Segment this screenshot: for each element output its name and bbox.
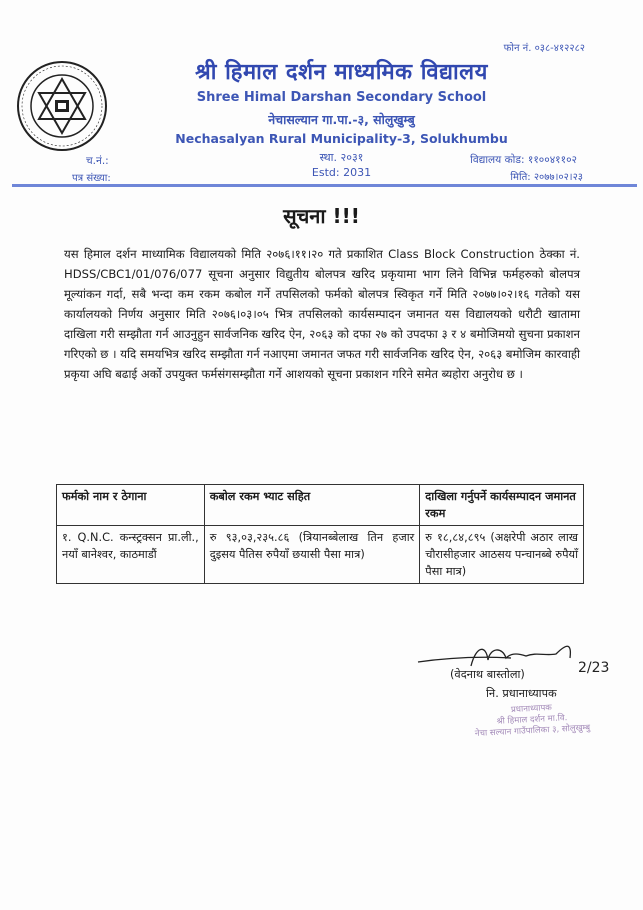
school-name-english: Shree Himal Darshan Secondary School xyxy=(196,90,487,105)
stamp-line: नेचा सल्यान गाउँपालिका ३, सोलुखुम्बु xyxy=(474,722,591,739)
signer-title: नि. प्रधानाध्यापक xyxy=(486,687,557,700)
cell-guarantee-amount: रु १८,८४,८९५ (अक्षरेपी अठार लाख चौरासीहजार आठसय पन्चानब्बे रुपैयाँ पैसा मात्र) xyxy=(420,526,584,584)
stamp-line: श्री हिमाल दर्शन मा.वि. xyxy=(496,713,568,727)
header-firm-name: फर्मको नाम र ठेगाना xyxy=(57,485,205,526)
school-name-nepali: श्री हिमाल दर्शन माध्यमिक विद्यालय xyxy=(195,60,488,85)
table-header-row xyxy=(57,485,584,526)
established-english: Estd: 2031 xyxy=(311,166,372,179)
phone-number: फोन नं. ०३८-४१२२८२ xyxy=(503,43,585,54)
header-bid-amount: कबोल रकम भ्याट सहित xyxy=(204,485,420,526)
cell-bid-amount: रु ९३,०३,२३५.८६ (त्रियानब्बेलाख तिन हजार दुइसय पैतिस रुपैयाँ छयासी पैसा मात्र) xyxy=(204,526,420,584)
bid-results-table xyxy=(56,484,584,584)
cell-firm-name: १. Q.N.C. कन्स्ट्रक्सन प्रा.ली., नयाँ बानेश्वर, काठमाडौं xyxy=(57,526,205,584)
table-row xyxy=(57,526,584,584)
letterhead-divider xyxy=(12,184,637,187)
school-code: विद्यालय कोड: ११००४११०२ xyxy=(470,154,577,166)
signature-date: 2/23 xyxy=(578,660,610,676)
letter-number-label: पत्र संख्या: xyxy=(72,173,111,184)
official-stamp xyxy=(469,701,595,740)
signer-name: (वेदनाथ बास्तोला) xyxy=(450,668,525,681)
address-english: Nechasalyan Rural Municipality-3, Solukhumbu xyxy=(175,131,508,146)
header-guarantee-amount: दाखिला गर्नुपर्ने कार्यसम्पादन जमानत रकम xyxy=(420,485,584,526)
notice-body: यस हिमाल दर्शन माध्यामिक विद्यालयको मिति २०७६।११।२० गते प्रकाशित Class Block Construction ठेक्का नं. HDSS/CBC1/01/076/077 सूचना अनुसार विद्युतीय बोलपत्र खरिद प्रकृयामा भाग लिने विभिन्न फर्महरुको बोलपत्र मूल्यांकन गर्दा, सबै भन्दा कम रकम कबोल गर्ने तपसिलको फर्मको बोलपत्र स्विकृत गर्ने मिति २०७७।०२।१६ गतेको यस कार्यालयको निर्णय अनुसार मिति २०७६।०३।०५ भित्र तपसिलको कार्यसम्पादन जमानत यस विद्यालयको धरौटी खातामा दाखिला गरी सम्झौता गर्न आउनुहुन सार्वजनिक खरिद ऐन, २०६३ को दफा २७ को उपदफा ३ र ४ बमोजिमयो सुचना प्रकाशन गरिएको छ । यदि समयभित्र खरिद सम्झौता गर्न नआएमा जमानत जफत गरी सार्वजनिक खरिद ऐन, २०६३ बमोजिम कारवाही प्रकृया अघि बढाई अर्को उपयुक्त फर्मसंगसम्झौता गर्ने आशयको सूचना प्रकाशन गरिने समेत ब्यहोरा अनुरोध छ । xyxy=(64,247,580,381)
established-nepali: स्था. २०३१ xyxy=(319,151,364,164)
notice-title: सूचना !!! xyxy=(283,204,360,228)
reference-number-label: च.नं.: xyxy=(86,155,109,167)
stamp-line: प्रधानाध्यापक xyxy=(510,702,553,716)
letter-date: मिति: २०७७।०२।२३ xyxy=(510,172,583,183)
address-nepali: नेचासल्यान गा.पा.-३, सोलुखुम्बु xyxy=(268,112,415,127)
